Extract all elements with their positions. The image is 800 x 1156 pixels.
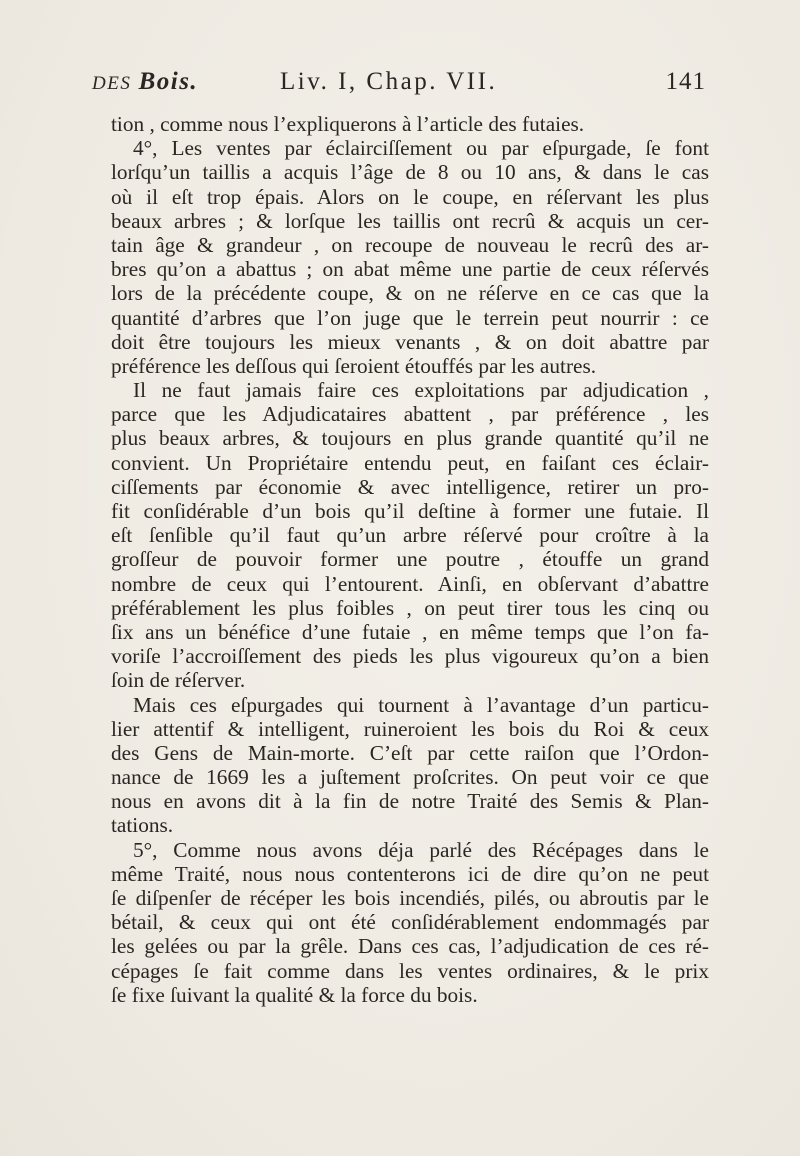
running-head — [92, 68, 706, 108]
body-text — [111, 112, 709, 1007]
text-line: ciſſements par économie & avec intelligence, retirer un pro- — [111, 474, 709, 499]
text-line: groſſeur de pouvoir former une poutre , étouffe un grand — [111, 547, 709, 572]
text-line: les gelées ou par la grêle. Dans ces cas, l’adjudication de ces ré- — [111, 934, 709, 959]
text-line: préférablement les plus foibles , on peut tirer tous les cinq ou — [111, 595, 709, 620]
text-line: 5°, Comme nous avons déja parlé des Récépages dans le — [133, 837, 709, 862]
text-line: lorſqu’un taillis a acquis l’âge de 8 ou 10 ans, & dans le cas — [111, 160, 709, 185]
text-line: beaux arbres ; & lorſque les taillis ont recrû & acquis un cer- — [111, 208, 709, 233]
text-line: des Gens de Main-morte. C’eſt par cette raiſon que l’Ordon- — [111, 740, 709, 765]
text-line: nance de 1669 les a juſtement proſcrites. On peut voir ce que — [111, 765, 709, 790]
text-line: Mais ces eſpurgades qui tournent à l’avantage d’un particu- — [133, 692, 709, 717]
page-number: 141 — [665, 68, 706, 95]
text-line: même Traité, nous nous contenterons ici de dire qu’on ne peut — [111, 861, 709, 886]
text-line: doit être toujours les mieux venants , & on doit abattre par — [111, 329, 709, 354]
running-head-des: DES — [92, 73, 132, 94]
text-line: quantité d’arbres que l’on juge que le terrein peut nourrir : ce — [111, 305, 709, 330]
running-head-title — [92, 68, 198, 96]
text-line: voriſe l’accroiſſement des pieds les plus vigoureux qu’on a bien — [111, 644, 709, 669]
text-line: fit conſidérable d’un bois qu’il deſtine à former une futaie. Il — [111, 499, 709, 523]
text-line: bétail, & ceux qui ont été conſidérablement endommagés par — [111, 910, 709, 935]
text-line: cépages ſe fait comme dans les ventes ordinaires, & le prix — [111, 958, 709, 983]
text-line: nous en avons dit à la fin de notre Traité des Semis & Plan- — [111, 789, 709, 814]
text-line: lors de la précédente coupe, & on ne réſerve en ce cas que la — [111, 281, 709, 306]
text-line: ſe diſpenſer de récéper les bois incendiés, pilés, ou abroutis par le — [111, 886, 709, 910]
text-line: lier attentif & intelligent, ruineroient les bois du Roi & ceux — [111, 716, 709, 741]
text-line: préférence les deſſous qui ſeroient étouffés par les autres. — [111, 353, 597, 378]
text-line: eſt ſenſible qu’il faut qu’un arbre réſervé pour croître à la — [111, 523, 709, 548]
text-line: Il ne faut jamais faire ces exploitations par adjudication , — [133, 378, 709, 403]
text-line: où il eſt trop épais. Alors on le coupe, en réſervant les plus — [111, 184, 709, 209]
text-line: ſoin de réſerver. — [111, 668, 246, 693]
running-head-chapter: Liv. I, Chap. VII. — [280, 68, 498, 95]
text-line: plus beaux arbres, & toujours en plus grande quantité qu’il ne — [111, 426, 709, 451]
text-line: tations. — [111, 813, 174, 838]
text-line: parce que les Adjudicataires abattent , par préférence , les — [111, 402, 709, 427]
text-line: bres qu’on a abattus ; on abat même une partie de ceux réſervés — [111, 257, 709, 282]
text-line: ſix ans un bénéfice d’une futaie , en même temps que l’on fa- — [111, 619, 709, 644]
text-line: convient. Un Propriétaire entendu peut, en faiſant ces éclair- — [111, 450, 709, 475]
text-line: 4°, Les ventes par éclairciſſement ou par eſpurgade, ſe font — [133, 136, 709, 161]
text-line: tion , comme nous l’expliquerons à l’article des futaies. — [111, 112, 585, 136]
text-line: tain âge & grandeur , on recoupe de nouveau le recrû des ar- — [111, 232, 709, 257]
text-line: ſe fixe ſuivant la qualité & la force du bois. — [111, 982, 478, 1007]
running-head-bois: Bois. — [138, 68, 199, 95]
text-line: nombre de ceux qui l’entourent. Ainſi, en obſervant d’abattre — [111, 571, 709, 596]
